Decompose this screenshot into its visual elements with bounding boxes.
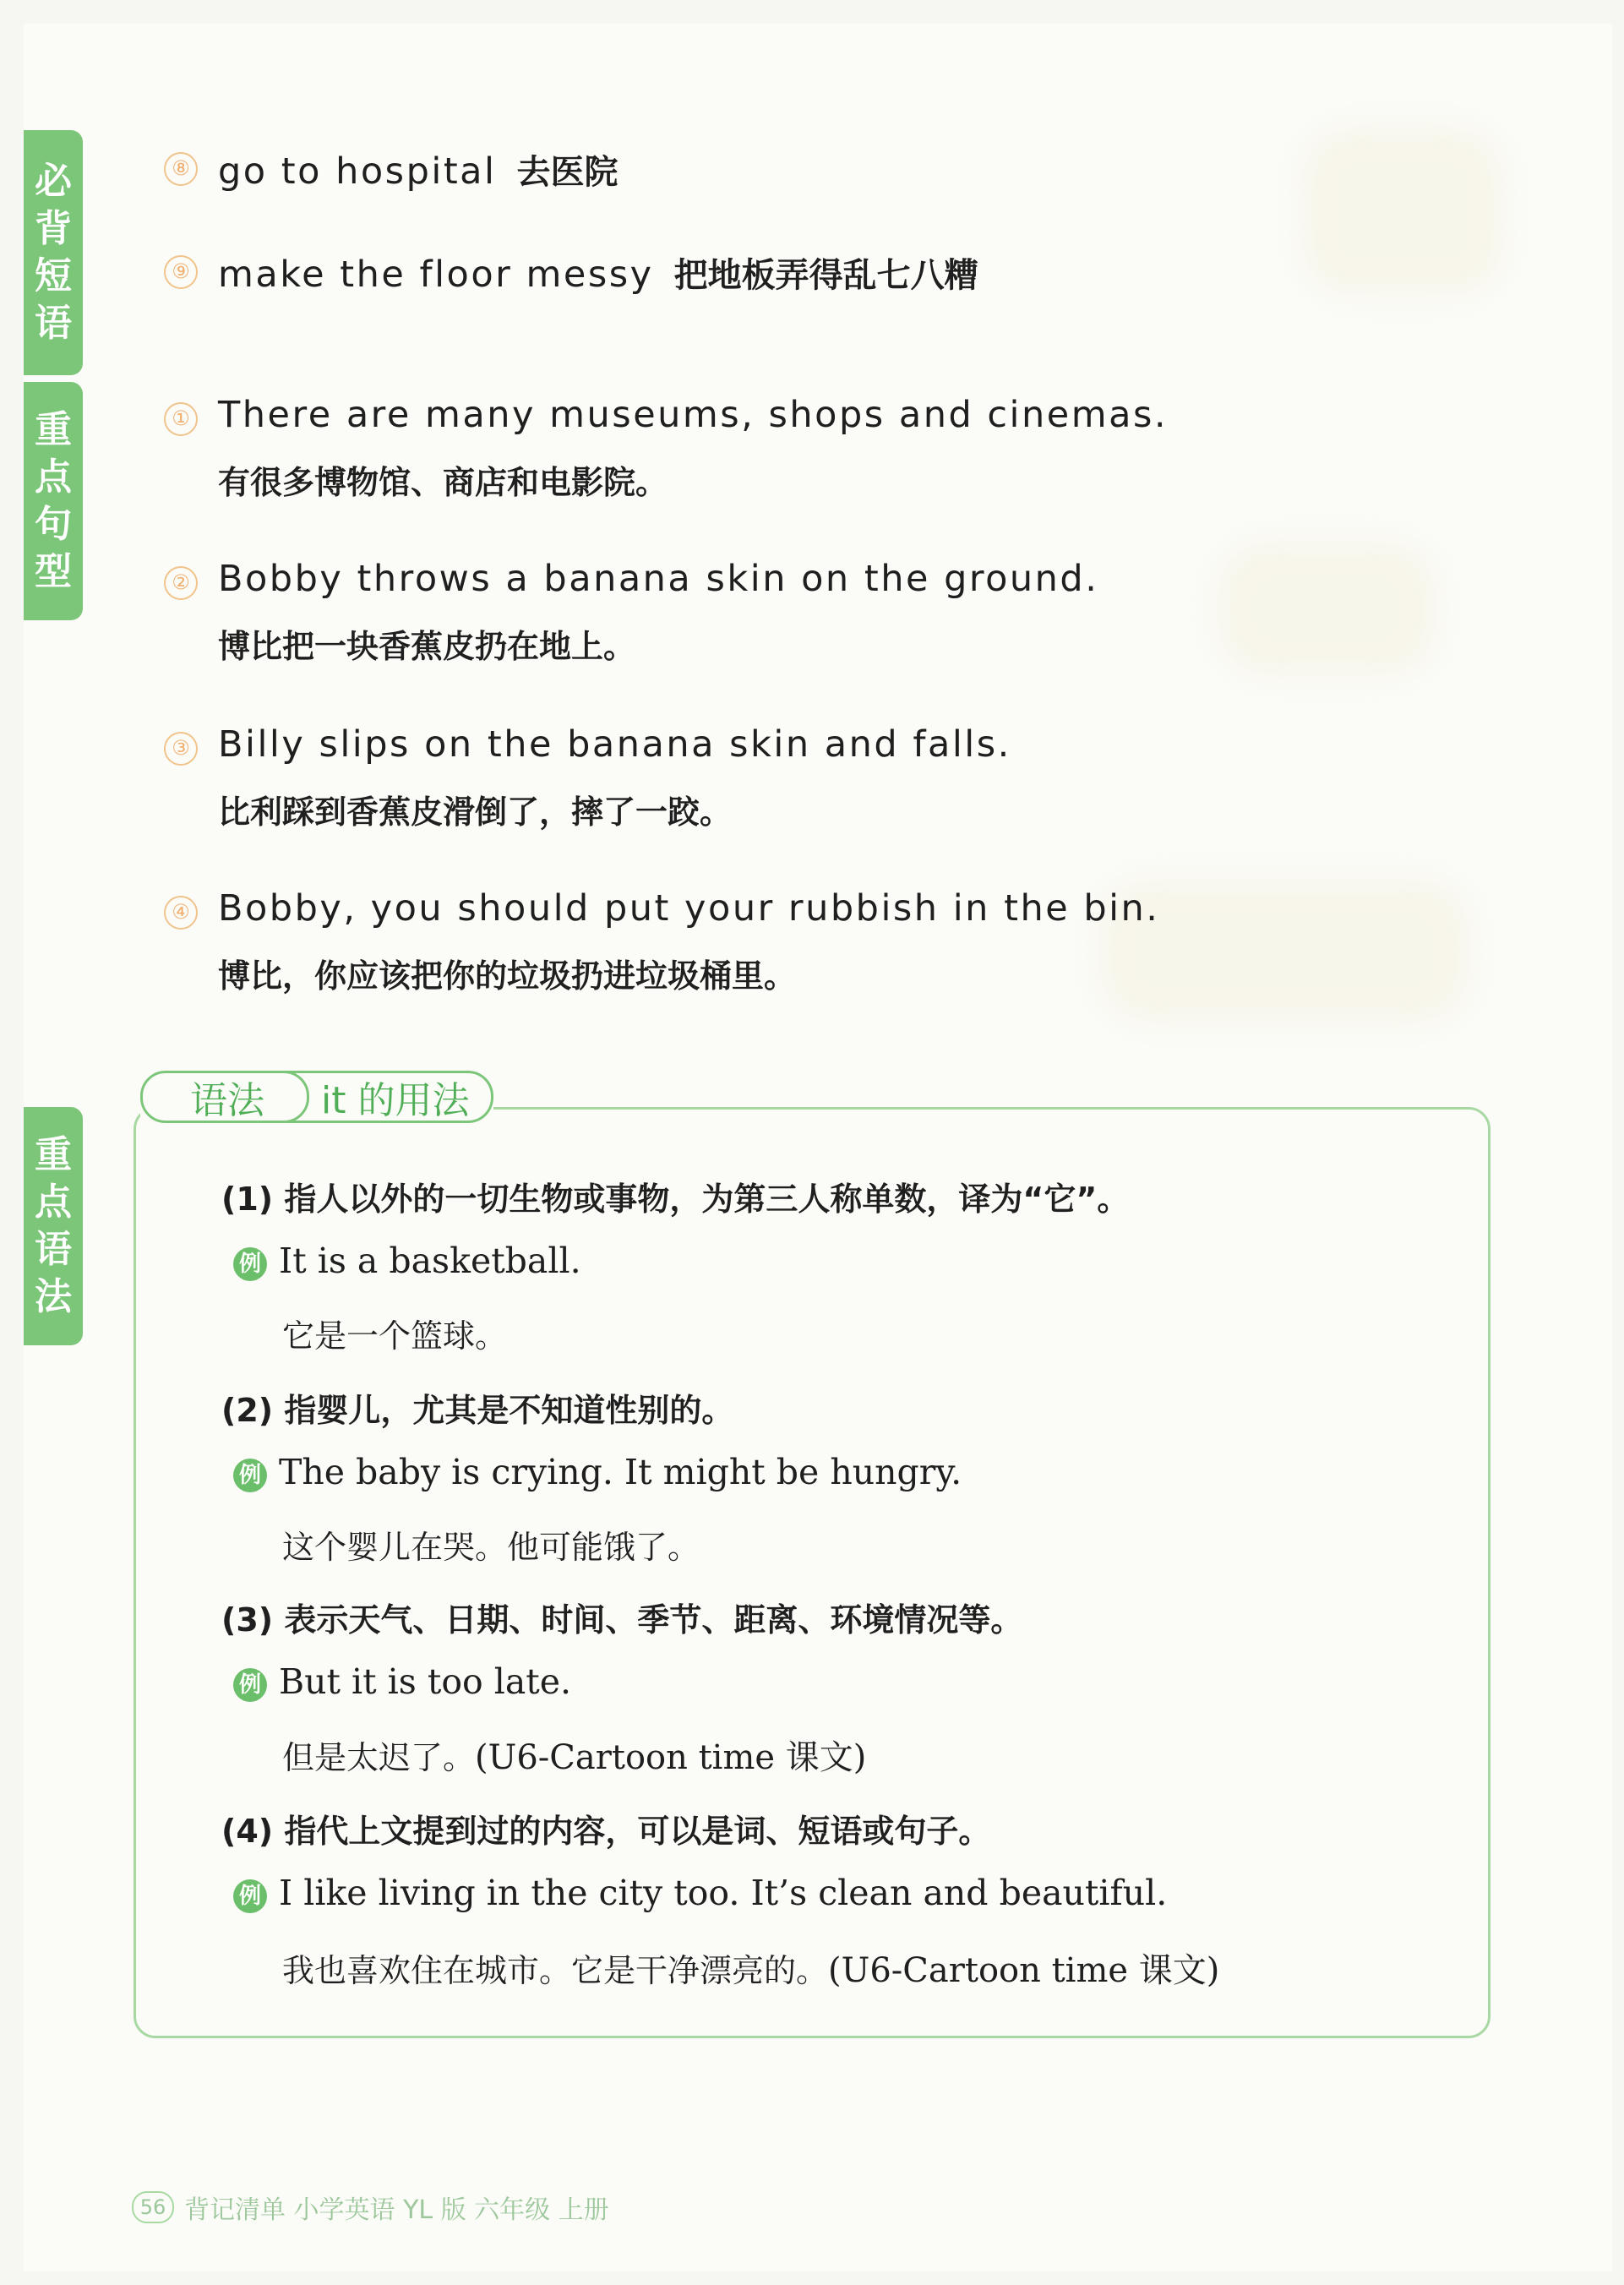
grammar-title: it 的用法 xyxy=(279,1071,493,1123)
grammar-translation xyxy=(282,1731,866,1779)
sentence-english: There are many museums, shops and cinemas. xyxy=(218,394,1169,436)
phrase-chinese: 把地板弄得乱七八糟 xyxy=(673,256,978,295)
example-text: I like living in the city too. It’s clean and beautiful. xyxy=(279,1873,1168,1913)
phrase-chinese: 去医院 xyxy=(516,153,619,192)
phrase-english: go to hospital xyxy=(218,150,497,193)
grammar-rule: (2) 指婴儿，尤其是不知道性别的。 xyxy=(221,1392,734,1429)
translation-text: 但是太迟了。 xyxy=(282,1739,476,1776)
sentence-english: Bobby, you should put your rubbish in the bin. xyxy=(218,887,1160,930)
grammar-rule: (3) 表示天气、日期、时间、季节、距离、环境情况等。 xyxy=(221,1601,1023,1639)
example-badge: 例 xyxy=(233,1247,267,1281)
translation-note: (U6-Cartoon time 课文) xyxy=(828,1951,1220,1990)
background-glow xyxy=(1217,541,1436,676)
grammar-translation xyxy=(282,1521,700,1568)
grammar-rule: (4) 指代上文提到过的内容，可以是词、短语或句子。 xyxy=(221,1813,991,1850)
background-glow xyxy=(1301,127,1504,296)
grammar-header xyxy=(140,1072,493,1122)
side-tab-grammar: 重 点 语 法 xyxy=(24,1107,83,1345)
grammar-example xyxy=(233,1452,962,1492)
page-footer xyxy=(132,2189,609,2226)
sentence-chinese: 有很多博物馆、商店和电影院。 xyxy=(218,464,668,501)
phrase-english: make the floor messy xyxy=(218,254,654,296)
sentence-chinese: 比利踩到香蕉皮滑倒了，摔了一跤。 xyxy=(218,793,733,831)
example-text: It is a basketball. xyxy=(279,1241,581,1281)
sentence-chinese: 博比把一块香蕉皮扔在地上。 xyxy=(218,628,636,665)
item-number: ② xyxy=(164,566,198,600)
grammar-translation xyxy=(282,1310,507,1356)
example-badge: 例 xyxy=(233,1879,267,1913)
item-number: ④ xyxy=(164,896,198,930)
phrase-line xyxy=(218,145,618,194)
grammar-translation xyxy=(282,1944,1219,1992)
example-badge: 例 xyxy=(233,1459,267,1492)
translation-text: 这个婴儿在哭。他可能饿了。 xyxy=(282,1529,700,1566)
page-number: 56 xyxy=(132,2191,174,2223)
grammar-rule: (1) 指人以外的一切生物或事物，为第三人称单数，译为“它”。 xyxy=(221,1181,1130,1218)
footer-text: 背记清单 小学英语 YL 版 六年级 上册 xyxy=(184,2195,609,2225)
example-badge: 例 xyxy=(233,1668,267,1702)
sentence-english: Billy slips on the banana skin and falls. xyxy=(218,723,1011,766)
item-number: ⑧ xyxy=(164,152,198,186)
side-tab-sentences: 重 点 句 型 xyxy=(24,382,83,620)
translation-text: 它是一个篮球。 xyxy=(282,1317,508,1355)
item-number: ③ xyxy=(164,732,198,766)
side-tab-phrases: 必 背 短 语 xyxy=(24,130,83,375)
example-text: But it is too late. xyxy=(279,1661,572,1702)
grammar-example xyxy=(233,1873,1167,1913)
item-number: ⑨ xyxy=(164,255,198,289)
example-text: The baby is crying. It might be hungry. xyxy=(279,1452,962,1492)
grammar-example xyxy=(233,1241,581,1281)
sentence-english: Bobby throws a banana skin on the ground. xyxy=(218,558,1099,600)
grammar-example xyxy=(233,1661,571,1702)
sentence-chinese: 博比，你应该把你的垃圾扔进垃圾桶里。 xyxy=(218,957,797,995)
phrase-line xyxy=(218,248,978,297)
translation-text: 我也喜欢住在城市。它是干净漂亮的。 xyxy=(282,1952,829,1989)
translation-note: (U6-Cartoon time 课文) xyxy=(475,1738,867,1777)
grammar-tab-label: 语法 xyxy=(140,1071,309,1123)
item-number: ① xyxy=(164,402,198,436)
